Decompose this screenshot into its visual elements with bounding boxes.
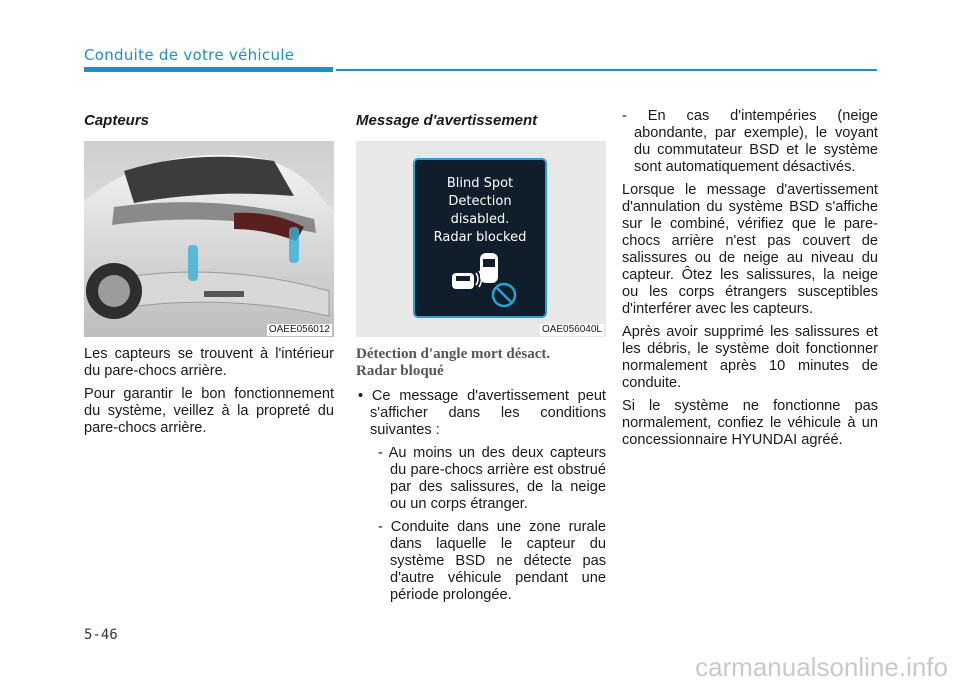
paragraph: Si le système ne fonctionne pas normalement, confiez le véhicule à un concessionnaire HYUNDAI agréé. bbox=[622, 398, 878, 448]
page-number: 5-46 bbox=[84, 627, 118, 643]
column-capteurs bbox=[84, 108, 334, 443]
dash-item: - En cas d'intempéries (neige abondante, par exemple), le voyant du commutateur BSD et le système sont automatiquement désactivés. bbox=[622, 108, 878, 175]
paragraph: Lorsque le message d'avertissement d'annulation du système BSD s'affiche sur le combiné, vérifiez que le pare-chocs arrière n'est pas couvert de salissures ou de neige au niveau du capteur. Ôtez les salissures, la neige ou les corps étrangers susceptibles d'interférer avec les capteurs. bbox=[622, 182, 878, 317]
car-rear-illustration bbox=[84, 141, 334, 337]
header-bar bbox=[84, 67, 333, 72]
cluster-line: Radar blocked bbox=[433, 230, 527, 245]
column-message bbox=[356, 108, 606, 610]
cluster-line: Detection bbox=[448, 194, 512, 209]
sub-heading-line: Radar bloqué bbox=[356, 363, 444, 379]
dash-item: - Conduite dans une zone rurale dans laquelle le capteur du système BSD ne détecte pas d'autre véhicule pendant une période prolongée. bbox=[378, 519, 606, 603]
watermark: carmanualsonline.info bbox=[695, 652, 948, 682]
cluster-line: Blind Spot bbox=[446, 176, 514, 191]
cluster-display-illustration bbox=[356, 141, 606, 337]
car-rear-figure bbox=[84, 141, 334, 337]
sub-heading-line: Détection d'angle mort désact. bbox=[356, 346, 551, 362]
column-continued bbox=[622, 108, 878, 455]
paragraph: Les capteurs se trouvent à l'intérieur du pare-chocs arrière. bbox=[84, 346, 334, 379]
figure-code: OAE056040L bbox=[541, 324, 602, 335]
bullet-item: • Ce message d'avertissement peut s'afficher dans les conditions suivantes : bbox=[358, 388, 606, 438]
dash-item: - Au moins un des deux capteurs du pare-chocs arrière est obstrué par des salissures, de la neige ou un corps étranger. bbox=[378, 445, 606, 512]
cluster-message-figure bbox=[356, 141, 606, 337]
heading-message: Message d'avertissement bbox=[356, 112, 538, 129]
section-title: Conduite de votre véhicule bbox=[84, 46, 295, 64]
paragraph: Pour garantir le bon fonctionnement du système, veillez à la propreté du pare-chocs arrière. bbox=[84, 386, 334, 436]
figure-code: OAEE056012 bbox=[268, 324, 330, 335]
car-top-icon bbox=[480, 253, 498, 283]
header-rule bbox=[336, 69, 877, 71]
sub-heading bbox=[356, 346, 606, 380]
heading-capteurs: Capteurs bbox=[84, 112, 150, 129]
car-front-icon bbox=[452, 273, 474, 289]
paragraph: Après avoir supprimé les salissures et les débris, le système doit fonctionner normalement après 10 minutes de conduite. bbox=[622, 324, 878, 391]
cluster-line: disabled. bbox=[450, 212, 510, 227]
